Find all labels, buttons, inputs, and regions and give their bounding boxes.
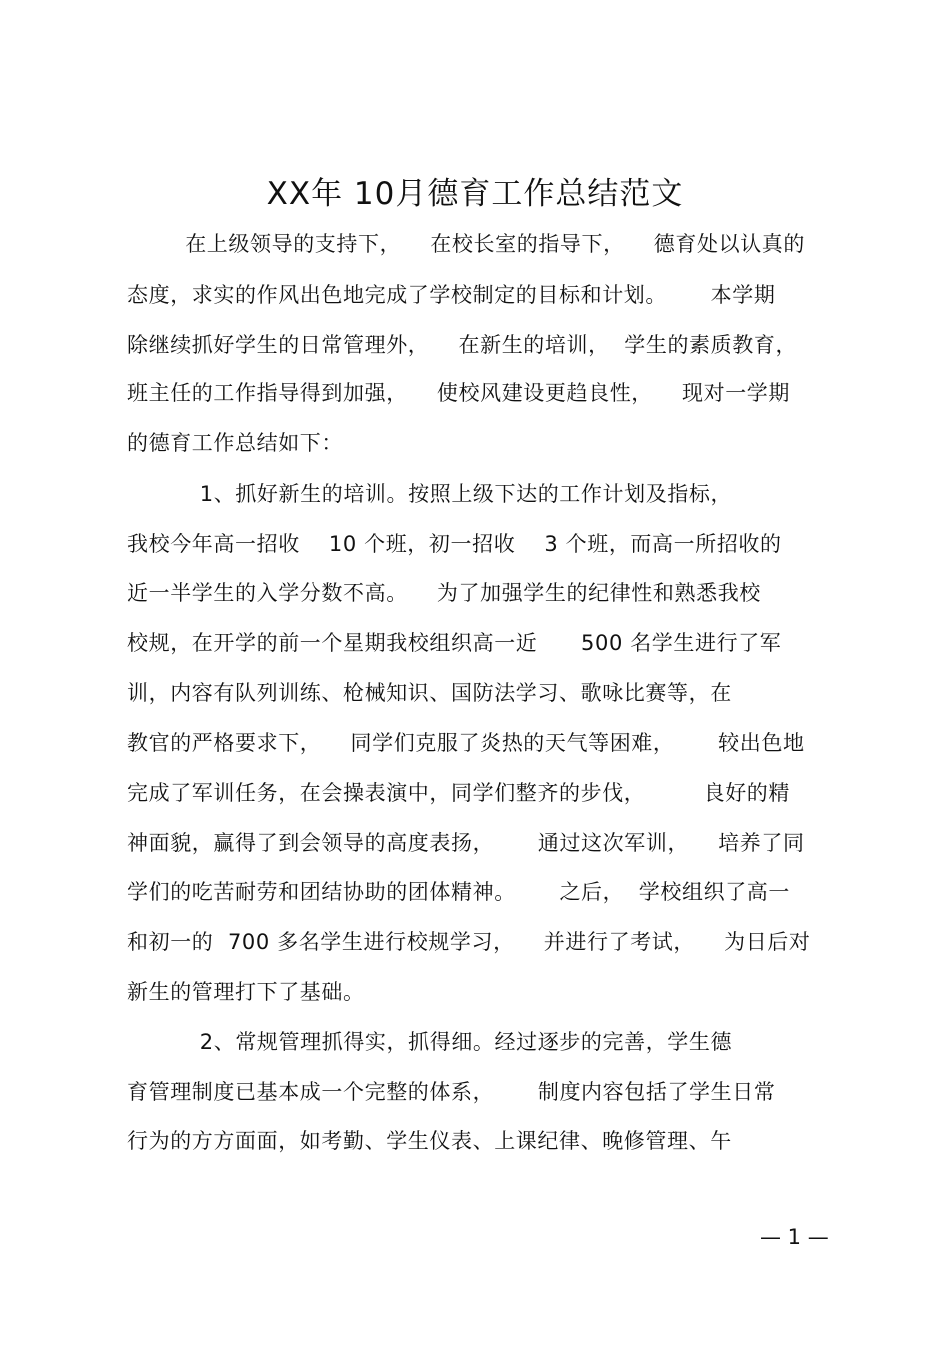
body-line: 除继续抓好学生的日常管理外， 在新生的培训， 学生的素质教育， xyxy=(127,333,798,357)
body-line: 2、常规管理抓得实，抓得细。经过逐步的完善，学生德 xyxy=(127,1030,733,1054)
body-line: 新生的管理打下了基础。 xyxy=(127,980,365,1004)
body-line: 态度，求实的作风出色地完成了学校制定的目标和计划。 本学期 xyxy=(127,283,776,307)
body-line: 我校今年高一招收 10 个班，初一招收 3 个班，而高一所招收的 xyxy=(127,532,782,556)
page-number: — 1 — xyxy=(760,1225,829,1249)
document-title: XX年 10月德育工作总结范文 xyxy=(266,176,684,212)
body-line: 1、抓好新生的培训。按照上级下达的工作计划及指标， xyxy=(127,482,733,506)
body-line: 班主任的工作指导得到加强， 使校风建设更趋良性， 现对一学期 xyxy=(127,381,790,405)
body-line: 教官的严格要求下， 同学们克服了炎热的天气等困难， 较出色地 xyxy=(127,731,805,755)
body-line: 校规，在开学的前一个星期我校组织高一近 500 名学生进行了军 xyxy=(127,631,782,655)
body-line: 近一半学生的入学分数不高。 为了加强学生的纪律性和熟悉我校 xyxy=(127,581,761,605)
body-line: 和初一的 700 多名学生进行校规学习， 并进行了考试， 为日后对 xyxy=(127,930,811,954)
body-line: 学们的吃苦耐劳和团结协助的团体精神。 之后， 学校组织了高一 xyxy=(127,880,790,904)
body-line: 的德育工作总结如下： xyxy=(127,431,343,455)
body-line: 训，内容有队列训练、枪械知识、国防法学习、歌咏比赛等，在 xyxy=(127,681,732,705)
body-line: 完成了军训任务，在会操表演中，同学们整齐的步伐， 良好的精 xyxy=(127,781,790,805)
body-line: 育管理制度已基本成一个完整的体系， 制度内容包括了学生日常 xyxy=(127,1080,776,1104)
body-line: 行为的方方面面，如考勤、学生仪表、上课纪律、晚修管理、午 xyxy=(127,1129,732,1153)
body-line: 在上级领导的支持下， 在校长室的指导下， 德育处以认真的 xyxy=(127,232,806,256)
body-line: 神面貌，赢得了到会领导的高度表扬， 通过这次军训， 培养了同 xyxy=(127,831,805,855)
